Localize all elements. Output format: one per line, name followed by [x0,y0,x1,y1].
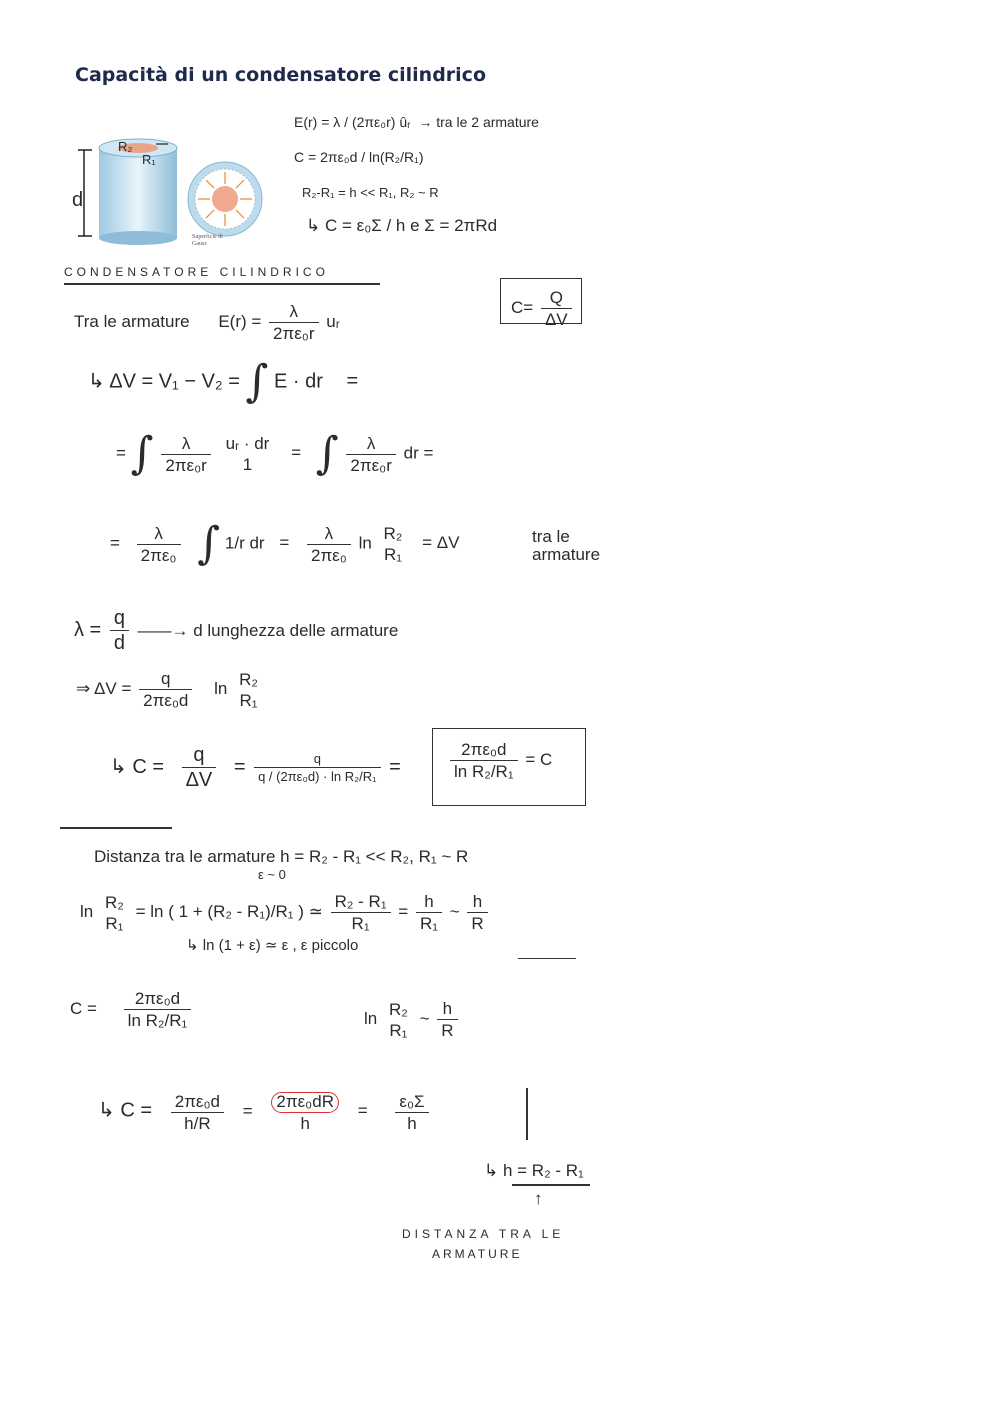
l3-eq: = [291,443,301,463]
l6-lhs: ⇒ ΔV = [76,678,132,698]
l5-lhs: λ = [74,618,102,641]
l6-lnnum: R₂ [239,669,258,689]
line-distance: Distanza tra le armature h = R₂ - R₁ << R₂, R₁ ~ R [94,847,469,866]
l12-den3: h [407,1113,417,1133]
l14b: ARMATURE [432,1247,523,1261]
section-heading: CONDENSATORE CILINDRICO [64,265,329,279]
l11-lnden: R₁ [389,1020,408,1040]
integral-sign: ∫ [197,518,221,569]
l9-num: R₂ [104,892,124,912]
l14a: DISTANZA TRA LE [402,1227,565,1241]
bracket-line [526,1088,528,1140]
l6-lnden: R₁ [239,690,258,710]
l7-bnum: 2πε₀d [450,741,518,761]
l7-eq: = [233,755,246,778]
l4-eq: = [279,533,290,553]
l11-den: ln R₂/R₁ [127,1011,188,1030]
line-delta-v-q [76,670,265,709]
l4-num1: λ [137,525,181,545]
l9-n2: R₂ - R₁ [331,893,391,913]
l4-note1: tra le [532,527,570,546]
l9-n4: h [467,893,487,913]
section-heading-underline [64,283,380,285]
l11-hn: h [437,1000,457,1020]
line-integral-result [110,518,460,569]
l3-end: dr = [403,443,434,463]
l1-num: λ [269,303,318,323]
l13-up: ↑ [534,1189,543,1208]
l5-num: q [110,608,129,631]
l12-num2: 2πε₀dR [271,1092,339,1113]
l9-den: R₁ [105,913,124,933]
l11-num: 2πε₀d [124,990,192,1010]
l3-den1: 2πε₀r [165,455,207,475]
line-capacity-final [98,1092,432,1132]
line-ln-approx-h [364,1000,461,1039]
l12-num3: ε₀Σ [395,1093,428,1113]
l11-ln: ln [364,1008,378,1028]
l9-a: ln [80,901,94,921]
c-def-den: ΔV [544,310,568,329]
l4-int: 1/r dr [224,533,265,553]
l9-sim: ~ [449,901,460,921]
line-h-definition: ↳ h = R₂ - R₁ [484,1161,584,1180]
integral-sign: ∫ [315,428,339,479]
summary-result: ↳ C = ε₀Σ / h e Σ = 2πRd [306,216,498,235]
l3-den2: 2πε₀r [350,455,392,475]
l7-bden: ln R₂/R₁ [454,762,514,781]
l9-d2: R₁ [351,914,370,933]
line-integral-expansion [116,428,434,479]
l3-num2: λ [346,435,395,455]
line-capacity-derivation [110,745,401,790]
l8-eps: ε ~ 0 [258,867,286,882]
line-delta-v [88,356,359,407]
c-def-num: Q [541,289,572,309]
l7-num1: q [182,745,217,768]
line-lambda [74,608,398,653]
l4-lnden: R₁ [383,545,402,564]
h-underline [512,1184,590,1186]
l7-num2: q [254,752,380,768]
line-field-between-plates [74,303,340,342]
l4-note2: armature [532,545,601,564]
page-title: Capacità di un condensatore cilindrico [75,64,486,86]
l12-den2: h [300,1114,310,1133]
figure-label-d: d [72,189,84,211]
l6-den: 2πε₀d [143,691,189,710]
l4-num2: λ [307,525,351,545]
capacity-definition-box [500,278,582,329]
l5-den: d [113,632,125,654]
integral-sign: ∫ [245,356,269,407]
l7-bres: = C [525,749,553,769]
l9-eq: = [398,901,409,921]
l3-mid: uᵣ · dr [225,434,270,453]
l1-den: 2πε₀r [273,324,315,343]
l11-hd: R [441,1021,454,1040]
l1-lhs: E(r) = [218,311,262,331]
l3-under: 1 [242,455,253,474]
l4-den1: 2πε₀ [140,545,177,565]
l1-text: Tra le armature [74,311,190,331]
summary-approx: R₂-R₁ = h << R₁, R₂ ~ R [302,185,439,200]
l12-eq2: = [357,1101,368,1121]
l9-n3: h [416,893,442,913]
figure-label-r2: R₂ [118,139,133,154]
l2-lhs: ↳ ΔV = V₁ − V₂ = [88,370,240,393]
l12-eq: = [242,1101,253,1121]
l4-ln: ln [358,533,372,553]
summary-capacity: C = 2πε₀d / ln(R₂/R₁) [294,149,424,165]
l11-lnnum: R₂ [388,999,408,1019]
l6-num: q [139,670,192,690]
l3-num1: λ [161,435,210,455]
separator-rule [60,827,172,829]
l9-d4: R [471,914,484,933]
integral-sign: ∫ [130,428,154,479]
l7-lhs: ↳ C = [110,755,164,778]
l7-den1: ΔV [185,769,213,791]
l4-lnnum: R₂ [383,524,403,543]
figure-label-r1: R₁ [142,152,156,167]
l4-res: = ΔV [422,533,460,553]
l3-a: = [116,443,126,463]
l11-sim: ~ [419,1008,430,1028]
l9-mid: = ln ( 1 + (R₂ - R₁)/R₁ ) ≃ [135,901,323,921]
l12-den1: h/R [184,1113,211,1133]
l4-a: = [110,533,120,553]
line-small-epsilon: ↳ ln (1 + ε) ≃ ε , ε piccolo [186,937,359,954]
right-arrow-line [518,958,576,959]
c-def-lhs: C= [511,297,534,317]
l7-eq2: = [389,755,401,778]
l2-int: E · dr [274,370,323,393]
summary-field-eq: E(r) = λ / (2πε₀r) ûᵣ [294,114,411,130]
figure-caption: Superficie di Gauss [192,234,223,248]
l9-d3: R₁ [419,914,438,933]
gauss-section-figure [186,160,264,238]
l5-text: ——→ d lunghezza delle armature [137,620,399,640]
l4-den2: 2πε₀ [311,545,347,565]
l6-ln: ln [214,678,228,698]
l11-lhs: C = [70,998,97,1018]
capacity-result-box [432,728,586,806]
l1-unit: uᵣ [326,311,340,331]
summary-field [294,115,539,129]
l12-num1: 2πε₀d [171,1093,224,1113]
line-log-approx [80,893,491,932]
l2-end: = [346,370,359,393]
l12-lhs: ↳ C = [98,1099,152,1122]
l7-den2: q / (2πε₀d) · ln R₂/R₁ [258,769,377,784]
summary-field-note: → tra le 2 armature [418,114,539,130]
line-capacity-ln [70,990,194,1029]
